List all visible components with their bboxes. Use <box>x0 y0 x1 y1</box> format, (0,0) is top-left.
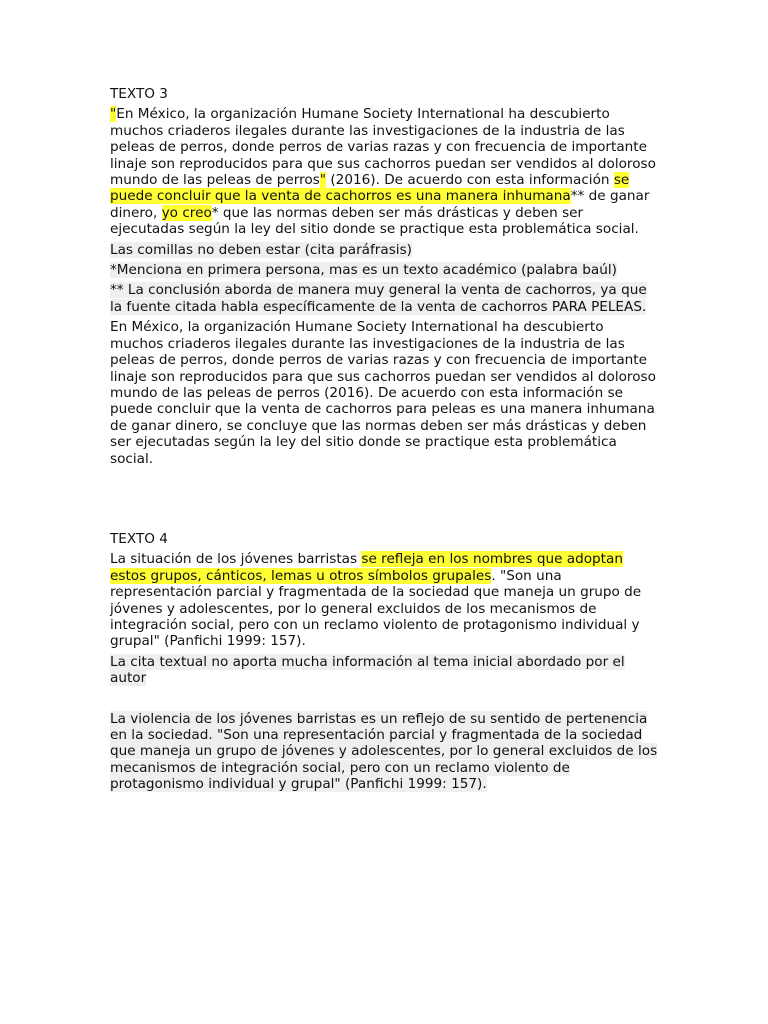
closing-quote-highlight: " <box>319 172 327 189</box>
texto3-original-text-3: ** de ganar dinero, <box>110 188 650 221</box>
texto4-heading: TEXTO 4 <box>110 530 168 547</box>
texto3-comment-1: Las comillas no deben estar (cita paráfrasis) <box>110 241 412 258</box>
texto3-comment-2: *Menciona en primera persona, mas es un texto académico (palabra baúl) <box>110 262 617 279</box>
texto3-original-text-4: * que las normas deben ser más drásticas y deben ser ejecutadas según la ley del sitio donde se practique esta problemática social. <box>110 204 639 238</box>
symbols-highlight: se refleja en los nombres que adoptan estos grupos, cánticos, lemas u otros símbolos grupales <box>110 551 623 584</box>
texto3-original-paragraph <box>110 106 660 237</box>
texto3-heading: TEXTO 3 <box>110 86 168 102</box>
texto3-original-text-2: (2016). De acuerdo con esta información <box>326 172 614 189</box>
conclusion-highlight: se puede concluir que la venta de cachorros es una manera inhumana <box>110 172 630 205</box>
texto4-original-text-1: La situación de los jóvenes barristas <box>110 551 362 568</box>
texto4-corrected-paragraph: La violencia de los jóvenes barristas es un reflejo de su sentido de pertenencia en la sociedad. "Son una representación parcial y fragmentada de la sociedad que maneja un grupo de jóvenes y adolescentes, por lo general excluidos de los mecanismos de integración social, pero con un reclamo violento de protagonismo individual y grupal" (Panfichi 1999: 157). <box>110 710 658 793</box>
texto4-original-text-2: . "Son una representación parcial y fragmentada de la sociedad que maneja un grupo de jóvenes y adolescentes, por lo general excluidos de los mecanismos de integración social, pero con un reclamo violento de protagonismo individual y grupal" (Panfichi 1999: 157). <box>110 567 642 650</box>
texto3-corrected-paragraph: En México, la organización Humane Society International ha descubierto muchos criaderos ilegales durante las investigaciones de la industria de las peleas de perros, donde perros de varias razas y con frecuencia de importante linaje son reproducidos para que sus cachorros puedan ser vendidos al doloroso mundo de las peleas de perros (2016). De acuerdo con esta información se puede concluir que la venta de cachorros para peleas es una manera inhumana de ganar dinero, se concluye que las normas deben ser más drásticas y deben ser ejecutadas según la ley del sitio donde se practique esta problemática social. <box>110 319 656 467</box>
document-page <box>110 86 660 793</box>
texto3-comment-3: ** La conclusión aborda de manera muy general la venta de cachorros, ya que la fuente citada habla específicamente de la venta de cachorros PARA PELEAS. <box>110 282 647 315</box>
texto3-original-text-1: En México, la organización Humane Society International ha descubierto muchos criaderos ilegales durante las investigaciones de la industria de las peleas de perros, donde perros de varias razas y con frecuencia de importante linaje son reproducidos para que sus cachorros puedan ser vendidos al doloroso mundo de las peleas de perros <box>110 106 656 189</box>
first-person-highlight: yo creo <box>161 204 212 221</box>
opening-quote-highlight: " <box>110 106 117 123</box>
texto4-original-paragraph <box>110 551 660 649</box>
texto4-comment: La cita textual no aporta mucha información al tema inicial abordado por el autor <box>110 653 625 687</box>
